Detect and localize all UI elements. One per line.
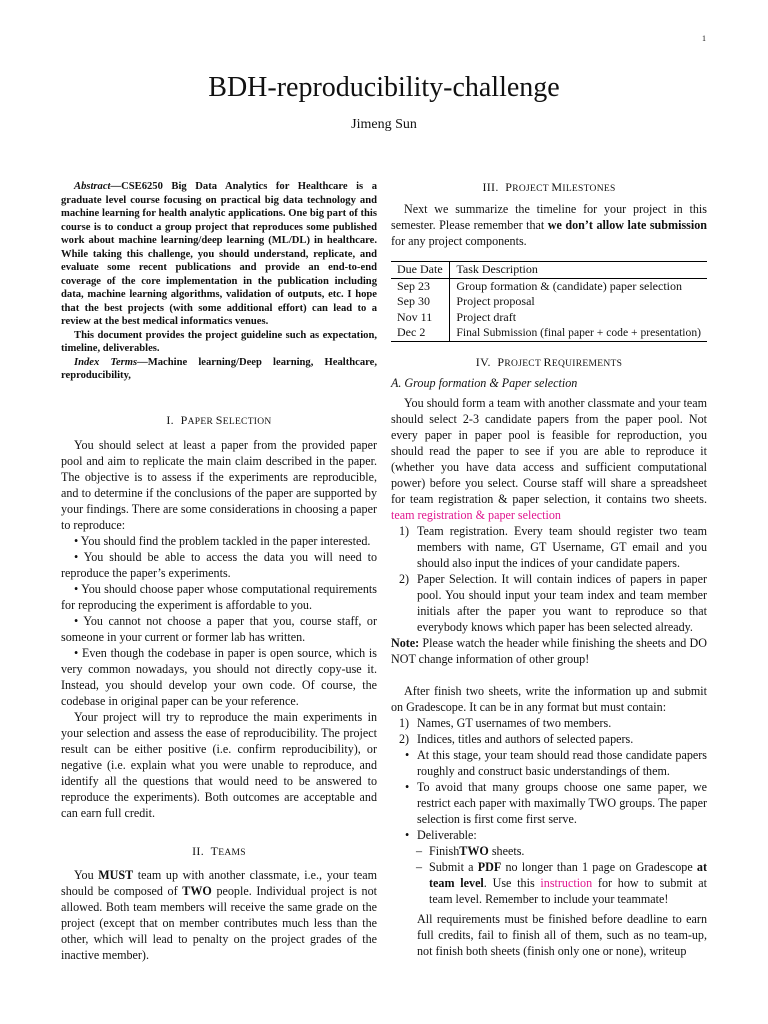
abstract bbox=[61, 180, 377, 329]
list-item: 2) Indices, titles and authors of selected papers. bbox=[399, 731, 634, 746]
table-row bbox=[391, 294, 707, 310]
subsection-heading-group-formation: A. Group formation & Paper selection bbox=[391, 375, 578, 390]
requirements-final-paragraph: All requirements must be finished before deadline to earn full credits, fail to finish all of them, such as no team-up, not finish both sheets (finish only one or none), writeup bbox=[417, 911, 707, 958]
table-row bbox=[391, 325, 707, 341]
table-cell-task: Group formation & (candidate) paper selection bbox=[456, 278, 682, 293]
section-heading-milestones: III. PROJECT MILESTONES bbox=[482, 180, 616, 194]
table-header-cell: Task Description bbox=[450, 262, 707, 279]
table-cell-task: Project proposal bbox=[456, 294, 535, 308]
paper-author: Jimeng Sun bbox=[351, 117, 417, 132]
bullet-item: • Deliverable: bbox=[405, 827, 477, 842]
table-cell-date: Sep 23 bbox=[391, 278, 450, 294]
section-heading-teams: II. TEAMS bbox=[192, 843, 246, 858]
submission-paragraph: After finish two sheets, write the information up and submit on Gradescope. It can be in any format but must contain: bbox=[391, 683, 707, 714]
abstract-second-paragraph: This document provides the project guideline such as expectation, timeline, deliverables. bbox=[61, 329, 377, 354]
bullet-item: • At this stage, your team should read those candidate papers roughly and construct basic understandings of them. bbox=[405, 747, 707, 778]
instruction-link[interactable]: instruction bbox=[540, 875, 593, 890]
sub-list-item: – FinishTWO sheets. bbox=[416, 843, 525, 858]
milestones-paragraph: Next we summarize the timeline for your project in this semester. Please remember that we don’t allow late submission for any project components. bbox=[391, 202, 707, 248]
index-terms-text: —Machine learning/Deep learning, Healthcare, reproducibility, bbox=[61, 356, 377, 381]
consideration-item: • You should be able to access the data you will need to reproduce the paper’s experiments. bbox=[61, 549, 377, 580]
left-column bbox=[61, 180, 377, 963]
consideration-item: • Even though the codebase in paper is open source, which is very common nowadays, you should not directly copy-use it. Instead, you should develop your own code. Of course, the codebase in original paper can be your reference. bbox=[61, 645, 377, 708]
list-item: 2) Paper Selection. It will contain indices of papers in paper pool. You should input your team index and team member initials after the paper you want to reproduce so that everybody knows which paper has been selected already. bbox=[399, 571, 707, 634]
bullet-item: • To avoid that many groups choose one same paper, we restrict each paper with maximally TWO groups. The paper selection is first come first serve. bbox=[405, 779, 707, 826]
abstract-text: —CSE6250 Big Data Analytics for Healthcare is a graduate level course focusing on practical big data technology and machine learning for health analytic applications. One big part of this course is to conduct a group project that reproduces some published work about machine learning/deep learning (ML/DL) in healthcare. While taking this challenge, you should understand, replicate, and evaluate some recent publications and provide an end-to-end coverage of the core implementation in the publication including data, machine learning algorithms, validation of outputs, etc. I hope that the best projects (with some additional effort) can lead to a review at the best medical informatics venues. bbox=[61, 181, 377, 327]
list-item: 1) Team registration. Every team should register two team members with name, GT Username, GT email and you should also input the indices of your candidate papers. bbox=[399, 523, 707, 570]
consideration-item: • You should find the problem tackled in the paper interested. bbox=[74, 533, 371, 548]
milestones-table bbox=[391, 261, 707, 342]
list-item: 1) Names, GT usernames of two members. bbox=[399, 715, 612, 730]
note-paragraph: Note: Please watch the header while finishing the sheets and DO NOT change information of other group! bbox=[391, 635, 707, 666]
table-cell-task: Project draft bbox=[456, 309, 517, 324]
table-row bbox=[391, 278, 707, 294]
table-cell-date: Dec 2 bbox=[391, 325, 450, 341]
consideration-item: • You cannot not choose a paper that you, course staff, or someone in your current or former lab has written. bbox=[61, 613, 377, 644]
table-cell-task: Final Submission (final paper + code + presentation) bbox=[450, 325, 707, 341]
section-heading-requirements: IV. PROJECT REQUIREMENTS bbox=[475, 354, 623, 369]
right-column bbox=[391, 179, 707, 959]
team-registration-link[interactable]: team registration & paper selection bbox=[391, 507, 561, 522]
abstract-label: Abstract bbox=[74, 181, 111, 192]
paper-selection-intro: You should select at least a paper from the provided paper pool and aim to replicate the main claim described in the paper. The objective is to assess if the experiments are reproducible, and to determine if the conclusions of the paper are supported by your findings. There are some considerations in choosing a paper to reproduce: bbox=[61, 437, 377, 532]
section-heading-paper-selection: I. PAPER SELECTION bbox=[166, 412, 272, 427]
table-cell-date: Sep 30 bbox=[391, 294, 450, 310]
teams-paragraph: You MUST team up with another classmate, i.e., your team should be composed of TWO people. Individual project is not allowed. Both team members will receive the same grade on the project (except that on member contributes much less than the other, which will lead to penalty on the project grades of the inactive member). bbox=[61, 867, 378, 962]
table-row bbox=[391, 310, 707, 326]
group-formation-paragraph: You should form a team with another classmate and your team should select 2-3 candidate papers from the paper pool. Not every paper in paper pool is feasible for reproduction, you should read the paper to see if you are able to reproduce it (whether you have data access and sufficient computational power) before you select. Course staff will share a spreadsheet for team registration & paper selection, it contains two sheets. team registration & paper selection bbox=[391, 395, 707, 522]
table-header-row bbox=[391, 262, 707, 279]
table-cell-date: Nov 11 bbox=[391, 310, 450, 326]
sub-list-item: – Submit a PDF no longer than 1 page on Gradescope at team level. Use this instruction for how to submit at team level. Remember to include your teammate! bbox=[416, 859, 708, 906]
consideration-item: • You should choose paper whose computational requirements for reproducing the experiment is affordable to you. bbox=[61, 581, 377, 612]
page-number: 1 bbox=[702, 34, 706, 43]
paper-selection-outro: Your project will try to reproduce the main experiments in your selection and assess the ease of reproducibility. The project result can be either positive (i.e. confirm reproducibility), or negative (i.e. explain what you were unable to reproduce, and identify all the questions that would need to be answered to reproduce the experiments). Both outcomes are acceptable and can earn full credit. bbox=[61, 709, 377, 820]
table-header-cell: Due Date bbox=[391, 262, 450, 279]
paper-title: BDH-reproducibility-challenge bbox=[208, 72, 560, 103]
index-terms bbox=[61, 356, 377, 383]
index-terms-label: Index Terms bbox=[74, 356, 138, 368]
